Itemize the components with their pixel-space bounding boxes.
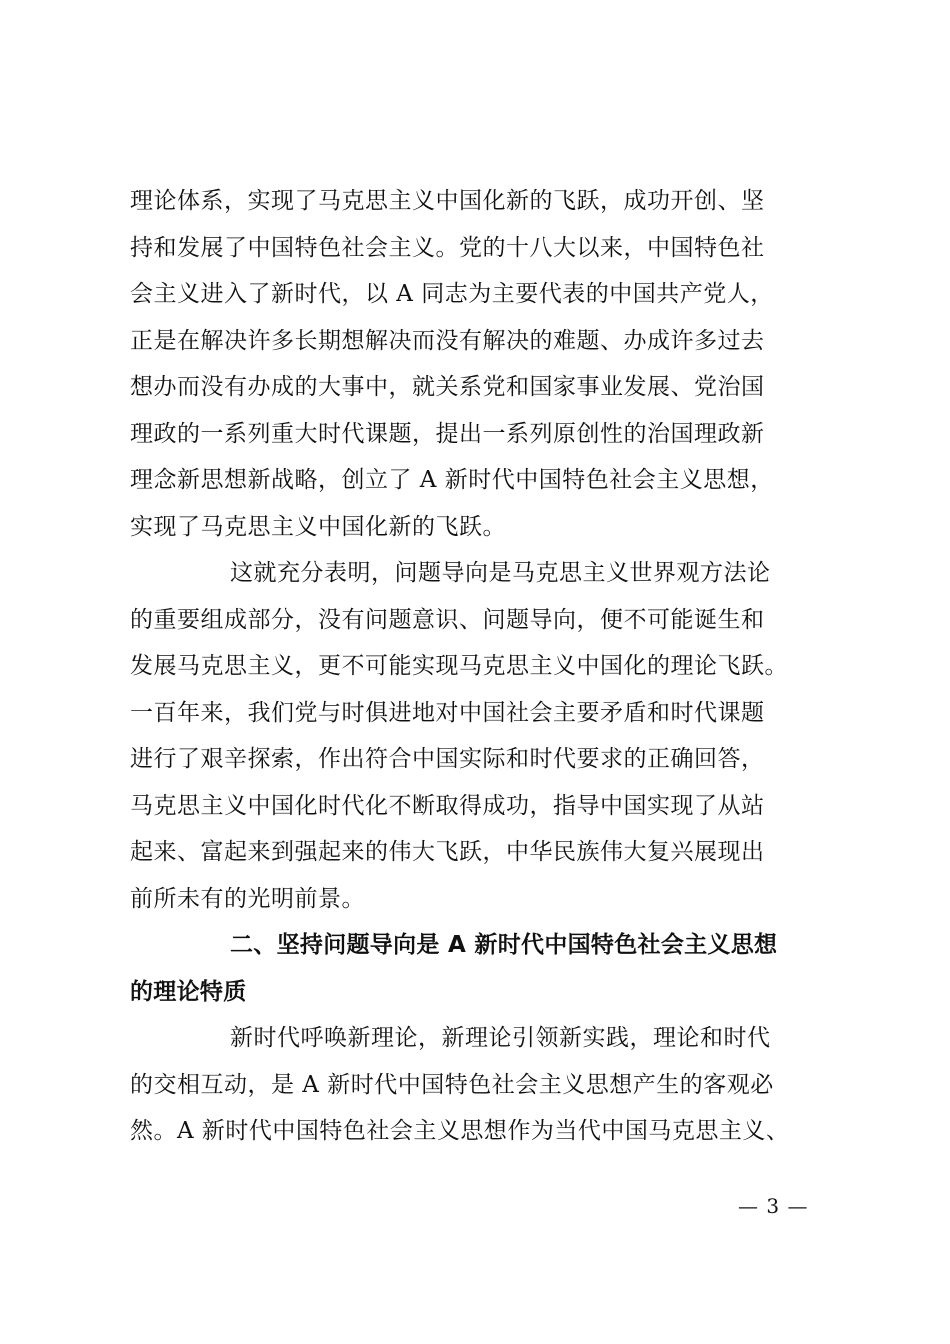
text-line: 发展马克思主义，更不可能实现马克思主义中国化的理论飞跃。 xyxy=(130,653,788,679)
heading-line: 二、坚持问题导向是 A 新时代中国特色社会主义思想 xyxy=(230,932,778,958)
text-line: 理论体系，实现了马克思主义中国化新的飞跃，成功开创、坚 xyxy=(130,188,765,214)
page-number: — 3 — xyxy=(738,1194,809,1218)
paragraph-3 xyxy=(130,1015,830,1155)
text-line: 的交相互动，是 A 新时代中国特色社会主义思想产生的客观必 xyxy=(130,1071,774,1098)
paragraph-1 xyxy=(130,178,830,550)
text-line: 的重要组成部分，没有问题意识、问题导向，便不可能诞生和 xyxy=(130,606,765,633)
heading-line: 的理论特质 xyxy=(130,978,247,1005)
text-line: 然。A 新时代中国特色社会主义思想作为当代中国马克思主义、 xyxy=(130,1118,790,1144)
text-line: 理念新思想新战略，创立了 A 新时代中国特色社会主义思想， xyxy=(130,467,774,493)
text-line: 一百年来，我们党与时俱进地对中国社会主要矛盾和时代课题 xyxy=(130,699,765,726)
text-line: 想办而没有办成的大事中，就关系党和国家事业发展、党治国 xyxy=(130,374,765,400)
text-line: 新时代呼唤新理论，新理论引领新实践，理论和时代 xyxy=(230,1025,771,1051)
text-line: 实现了马克思主义中国化新的飞跃。 xyxy=(130,513,506,540)
section-heading xyxy=(130,922,830,1015)
text-line: 理政的一系列重大时代课题，提出一系列原创性的治国理政新 xyxy=(130,420,765,447)
page-body xyxy=(130,178,830,1155)
text-line: 前所未有的光明前景。 xyxy=(130,885,365,912)
text-line: 进行了艰辛探索，作出符合中国实际和时代要求的正确回答， xyxy=(130,746,765,772)
text-line: 马克思主义中国化时代化不断取得成功，指导中国实现了从站 xyxy=(130,792,765,819)
text-line: 起来、富起来到强起来的伟大飞跃，中华民族伟大复兴展现出 xyxy=(130,839,765,865)
paragraph-2 xyxy=(130,550,830,922)
text-line: 正是在解决许多长期想解决而没有解决的难题、办成许多过去 xyxy=(130,327,765,354)
text-line: 持和发展了中国特色社会主义。党的十八大以来，中国特色社 xyxy=(130,234,765,261)
text-line: 这就充分表明，问题导向是马克思主义世界观方法论 xyxy=(230,560,771,586)
text-line: 会主义进入了新时代，以 A 同志为主要代表的中国共产党人， xyxy=(130,281,774,307)
